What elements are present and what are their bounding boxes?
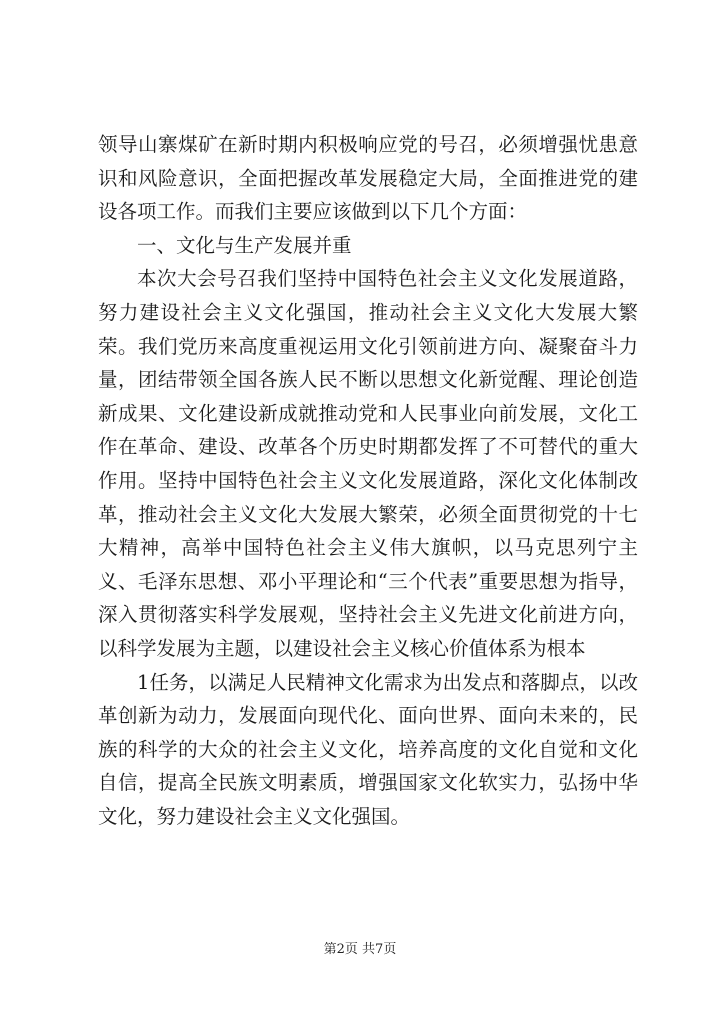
page-number-footer: 第2页 共7页 [323, 942, 397, 957]
document-body [98, 128, 638, 833]
body-paragraph: 1任务，以满足人民精神文化需求为出发点和落脚点，以改革创新为动力，发展面向现代化、面向世界、面向未来的，民族的科学的大众的社会主义文化，培养高度的文化自觉和文化自信，提高全民族文明素质，增强国家文化软实力，弘扬中华文化，努力建设社会主义文化强国。 [98, 670, 638, 828]
intro-paragraph: 领导山寨煤矿在新时期内积极响应党的号召，必须增强忧患意识和风险意识，全面把握改革发展稳定大局，全面推进党的建设各项工作。而我们主要应该做到以下几个方面： [98, 133, 638, 224]
section-heading: 一、文化与生产发展并重 [137, 233, 352, 257]
body-paragraph: 本次大会号召我们坚持中国特色社会主义文化发展道路，努力建设社会主义文化强国，推动社会主义文化大发展大繁荣。我们党历来高度重视运用文化引领前进方向、凝聚奋斗力量，团结带领全国各族人民不断以思想文化新觉醒、理论创造新成果、文化建设新成就推动党和人民事业向前发展，文化工作在革命、建设、改革各个历史时期都发挥了不可替代的重大作用。坚持中国特色社会主义文化发展道路，深化文化体制改革，推动社会主义文化大发展大繁荣，必须全面贯彻党的十七大精神，高举中国特色社会主义伟大旗帜，以马克思列宁主义、毛泽东思想、邓小平理论和“三个代表”重要思想为指导，深入贯彻落实科学发展观，坚持社会主义先进文化前进方向，以科学发展为主题，以建设社会主义核心价值体系为根本 [98, 267, 638, 660]
